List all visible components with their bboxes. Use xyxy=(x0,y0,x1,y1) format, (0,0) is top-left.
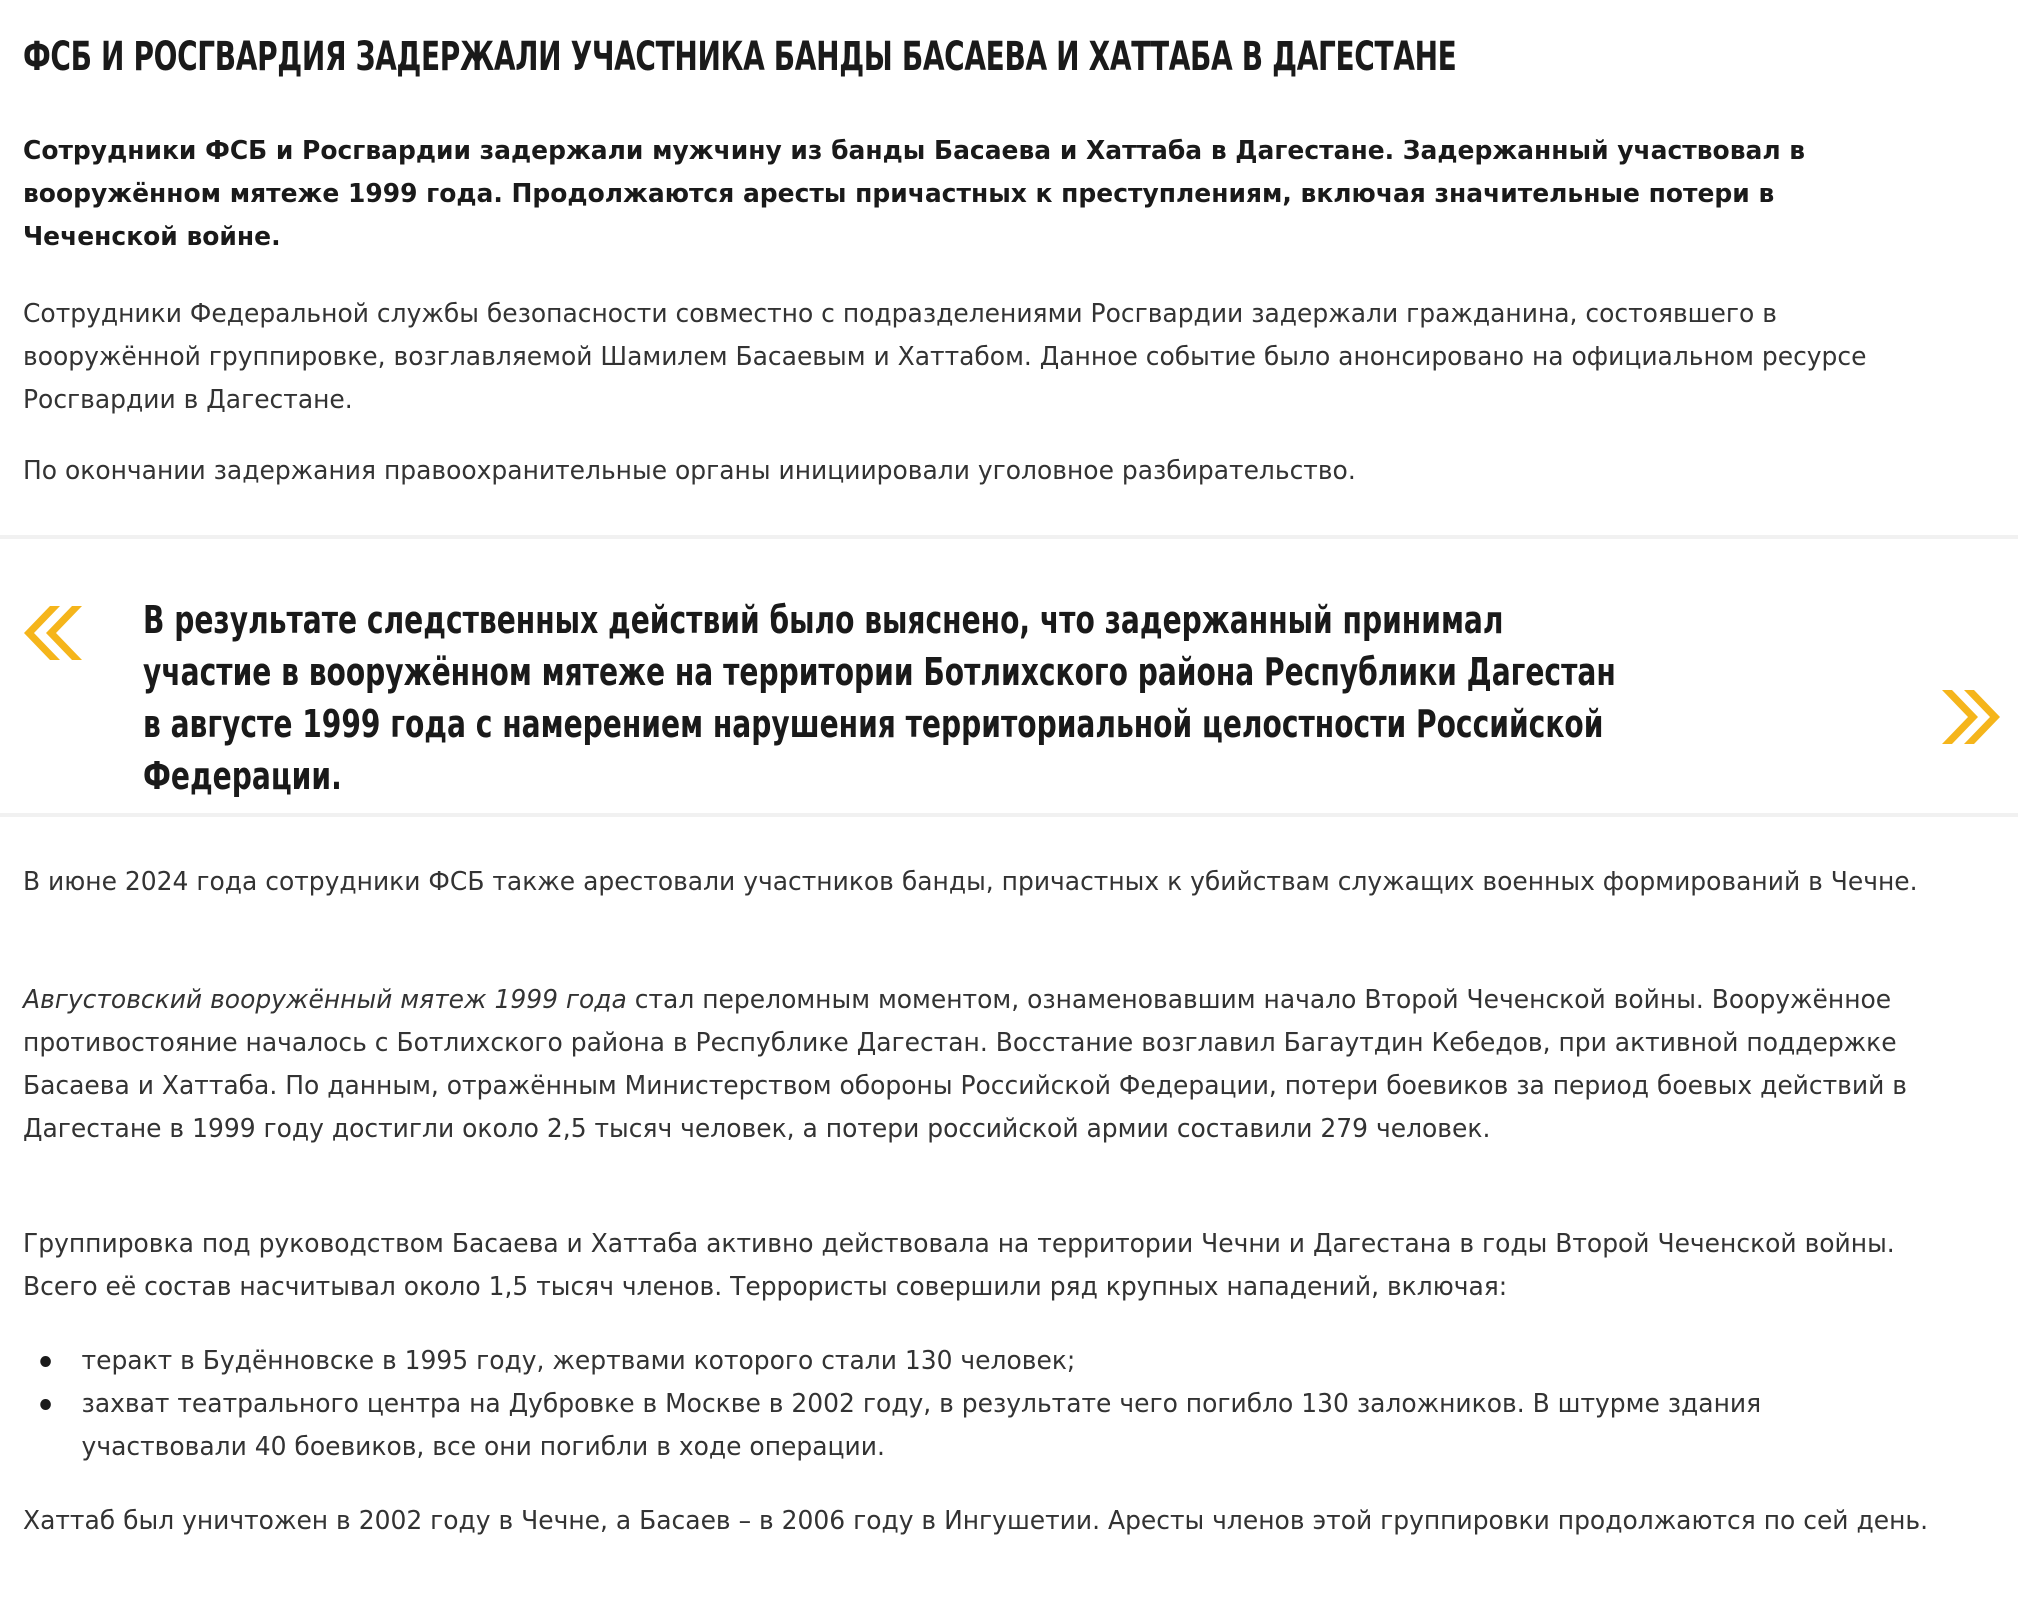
article-paragraph-6: Хаттаб был уничтожен в 2002 году в Чечне, а Басаев – в 2006 году в Ингушетии. Аресты членов этой группировки продолжаются по сей день. xyxy=(23,1506,1929,1536)
bullet-icon xyxy=(40,1399,51,1410)
article-title: ФСБ И РОСГВАРДИЯ ЗАДЕРЖАЛИ УЧАСТНИКА БАНДЫ БАСАЕВА И ХАТТАБА В ДАГЕСТАНЕ xyxy=(23,34,1457,80)
list-item xyxy=(23,1340,1929,1383)
quote-close-icon xyxy=(1940,688,2004,746)
article-quote: В результате следственных действий было выяснено, что задержанный принимал участие в вооружённом мятеже на территории Ботлихского района Республики Дагестан в августе 1999 года с намерением нарушения территориальной целостности Российской Федерации. xyxy=(143,598,1616,798)
paragraph-4-text: стал переломным моментом, ознаменовавшим начало Второй Чеченской войны. Вооружённое противостояние началось с Ботлихского района в Республике Дагестан. Восстание возглавил Багаутдин Кебедов, при активной поддержке Басаева и Хаттаба. По данным, отражённым Министерством обороны Российской Федерации, потери боевиков за период боевых действий в Дагестане в 1999 году достигли около 2,5 тысяч человек, а потери российской армии составили 279 человек. xyxy=(23,985,1907,1144)
article-paragraph-3: В июне 2024 года сотрудники ФСБ также арестовали участников банды, причастных к убийствам служащих военных формирований в Чечне. xyxy=(23,867,1918,897)
italic-phrase: Августовский вооружённый мятеж 1999 года xyxy=(23,985,627,1015)
quote-divider-bottom xyxy=(0,813,2018,817)
list-item-text: захват театрального центра на Дубровке в Москве в 2002 году, в результате чего погибло 130 заложников. В штурме здания участвовали 40 боевиков, все они погибли в ходе операции. xyxy=(81,1389,1762,1462)
quote-divider-top xyxy=(0,535,2018,539)
bullet-icon xyxy=(40,1356,51,1367)
article-paragraph-4 xyxy=(23,979,1929,1151)
quote-open-icon xyxy=(20,604,84,662)
list-item xyxy=(23,1383,1929,1469)
article-lead: Сотрудники ФСБ и Росгвардии задержали мужчину из банды Басаева и Хаттаба в Дагестане. Задержанный участвовал в вооружённом мятеже 1999 года. Продолжаются аресты причастных к преступлениям, включая значительные потери в Чеченской войне. xyxy=(23,136,1806,252)
list-item-text: теракт в Будённовске в 1995 году, жертвами которого стали 130 человек; xyxy=(81,1346,1076,1376)
article-paragraph-2: По окончании задержания правоохранительные органы инициировали уголовное разбирательство. xyxy=(23,456,1356,486)
article-paragraph-5: Группировка под руководством Басаева и Хаттаба активно действовала на территории Чечни и Дагестана в годы Второй Чеченской войны. Всего её состав насчитывал около 1,5 тысяч членов. Террористы совершили ряд крупных нападений, включая: xyxy=(23,1229,1895,1302)
article-paragraph-1: Сотрудники Федеральной службы безопасности совместно с подразделениями Росгвардии задержали гражданина, состоявшего в вооружённой группировке, возглавляемой Шамилем Басаевым и Хаттабом. Данное событие было анонсировано на официальном ресурсе Росгвардии в Дагестане. xyxy=(23,299,1867,415)
attacks-list xyxy=(23,1340,1929,1469)
